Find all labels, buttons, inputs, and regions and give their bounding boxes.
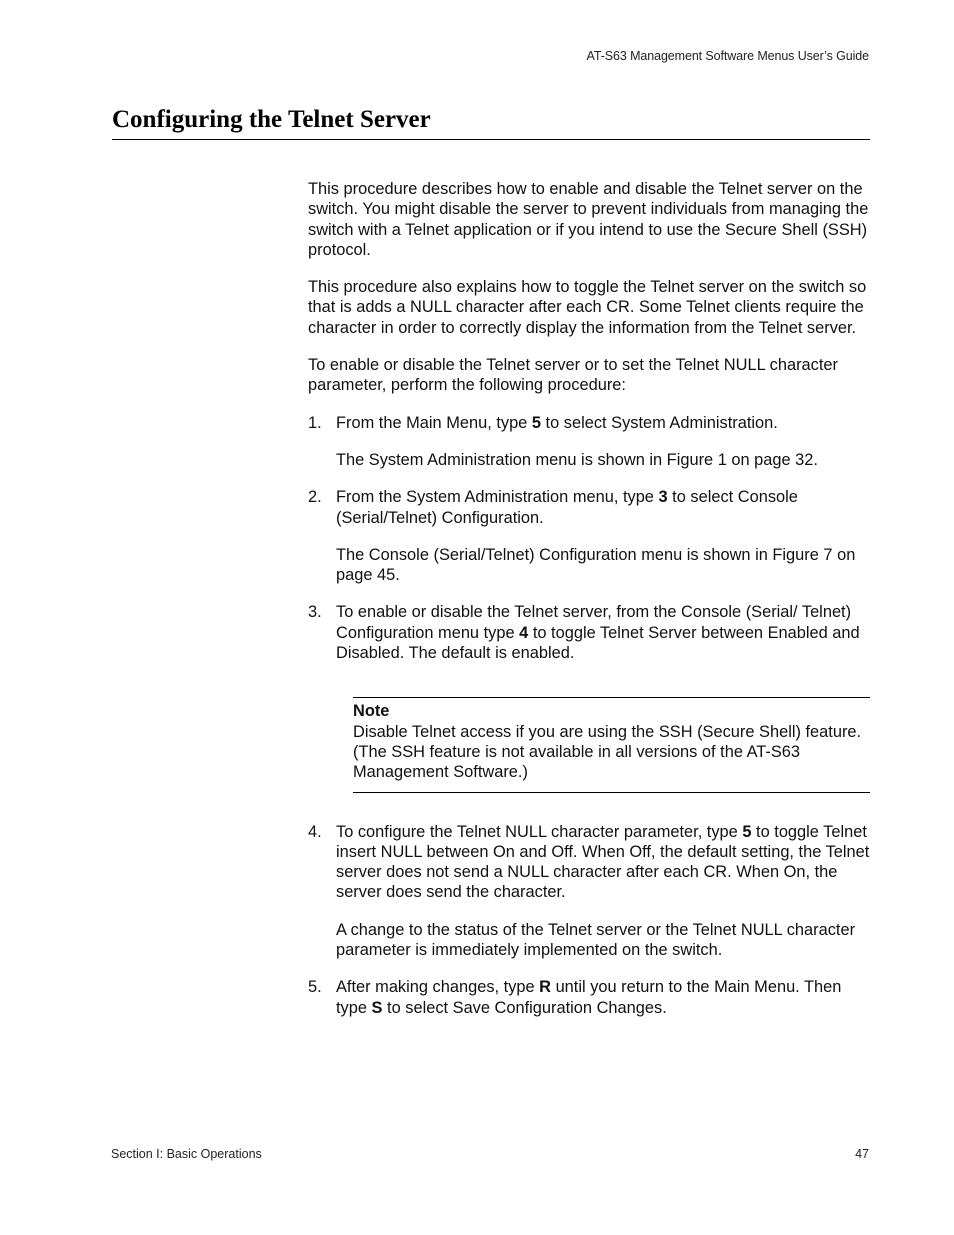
step-2 (308, 487, 870, 585)
step-4 (308, 822, 870, 961)
step-result: The Console (Serial/Telnet) Configuration menu is shown in Figure 7 on page 45. (336, 545, 856, 585)
step-3 (308, 602, 870, 792)
step-number: 1. (308, 413, 322, 432)
step-instruction: To configure the Telnet NULL character parameter, type 5 to toggle Telnet insert NULL between On and Off. When Off, the default setting, the Telnet server does not send a NULL character after each CR. When On, the server does send the character. (336, 822, 870, 902)
key-5: 5 (531, 413, 541, 432)
intro-paragraph: This procedure describes how to enable and disable the Telnet server on the switch. You might disable the server to prevent individuals from managing the switch with a Telnet application or if you intend to use the Secure Shell (SSH) protocol. (308, 180, 869, 259)
key-3: 3 (658, 488, 668, 507)
step-instruction: To enable or disable the Telnet server, from the Console (Serial/ Telnet) Configuration menu type 4 to toggle Telnet Server between Enabled and Disabled. The default is enabled. (336, 603, 860, 663)
procedure-steps (308, 413, 870, 1018)
step-1 (308, 413, 870, 471)
key-s: S (371, 998, 383, 1017)
step-result: The System Administration menu is shown in Figure 1 on page 32. (336, 450, 818, 469)
page-title: Configuring the Telnet Server (112, 106, 431, 133)
page-number: 47 (855, 1147, 869, 1161)
step-number: 3. (308, 603, 322, 622)
footer-section: Section I: Basic Operations (111, 1147, 262, 1161)
step-instruction: After making changes, type R until you return to the Main Menu. Then type S to select Save Configuration Changes. (336, 978, 842, 1017)
key-r: R (539, 978, 552, 997)
step-number: 2. (308, 488, 322, 507)
note-label: Note (353, 702, 390, 721)
step-5 (308, 977, 870, 1018)
body-text (308, 179, 870, 1035)
step-number: 5. (308, 978, 322, 997)
step-instruction: From the System Administration menu, type 3 to select Console (Serial/Telnet) Configuration. (336, 488, 798, 527)
step-number: 4. (308, 822, 322, 841)
running-header: AT-S63 Management Software Menus User’s Guide (586, 49, 869, 63)
title-rule (112, 139, 870, 140)
note-text: Disable Telnet access if you are using the SSH (Secure Shell) feature. (The SSH feature is not available in all versions of the AT-S63 Management Software.) (353, 722, 862, 782)
step-instruction: From the Main Menu, type 5 to select System Administration. (336, 413, 778, 432)
key-4: 4 (519, 623, 529, 642)
note-box (353, 697, 870, 792)
step-result: A change to the status of the Telnet server or the Telnet NULL character parameter is immediately implemented on the switch. (336, 920, 856, 960)
intro-paragraph: To enable or disable the Telnet server or to set the Telnet NULL character parameter, perform the following procedure: (308, 356, 838, 395)
intro-paragraph: This procedure also explains how to toggle the Telnet server on the switch so that is adds a NULL character after each CR. Some Telnet clients require the character in order to correctly display the information from the Telnet server. (308, 278, 867, 337)
key-5: 5 (742, 822, 752, 841)
